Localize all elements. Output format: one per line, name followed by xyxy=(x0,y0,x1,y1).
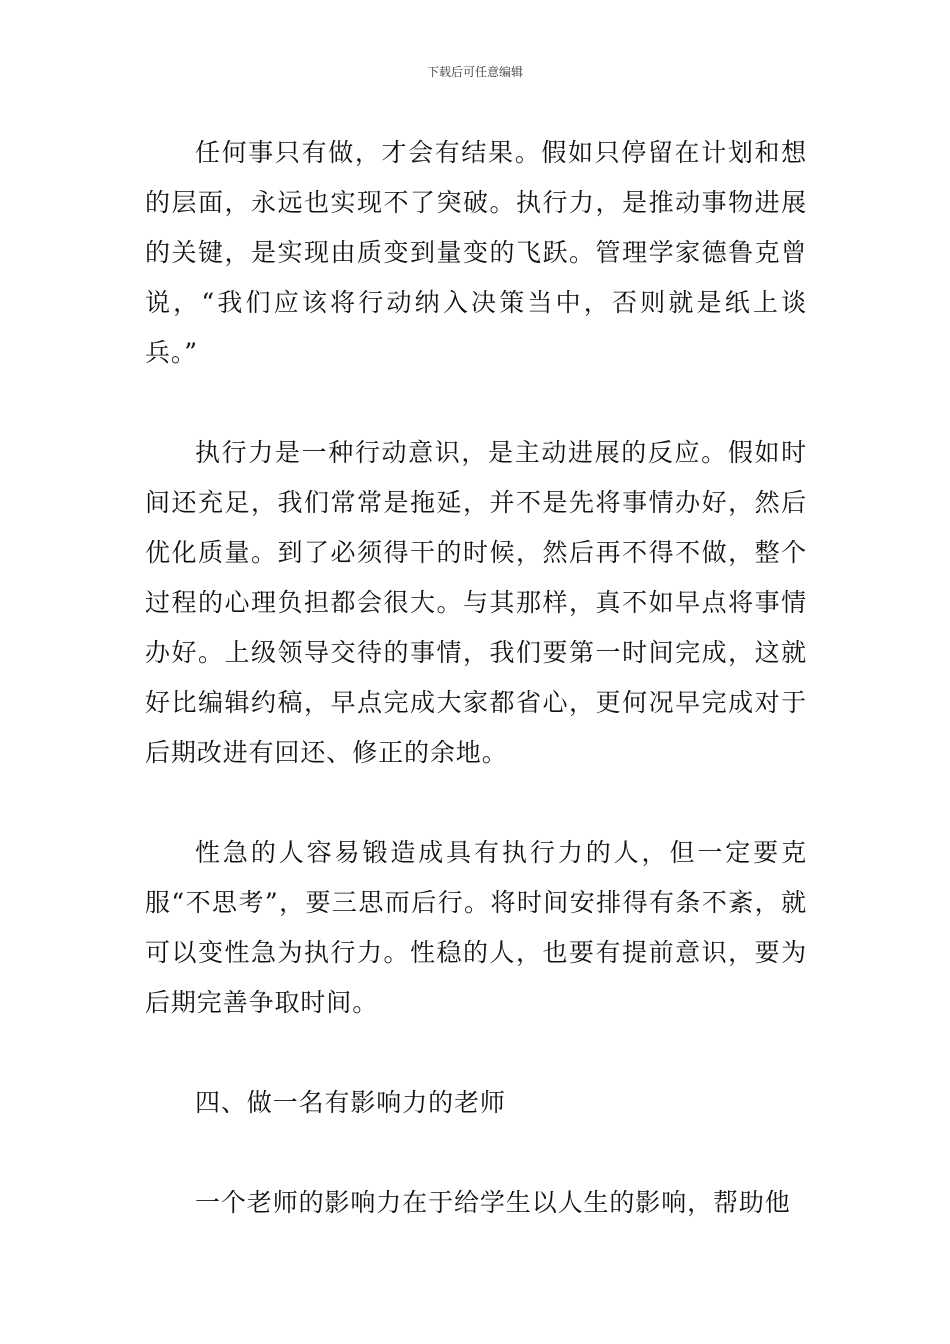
paragraph-spacer xyxy=(145,378,807,428)
paragraph-action-awareness: 执行力是一种行动意识，是主动进展的反应。假如时间还充足，我们常常是拖延，并不是先将事情办好，然后优化质量。到了必须得干的时候，然后再不得不做，整个过程的心理负担都会很大。与其那样，真不如早点将事情办好。上级领导交待的事情，我们要第一时间完成，这就好比编辑约稿，早点完成大家都省心，更何况早完成对于后期改进有回还、修正的余地。 xyxy=(145,438,807,767)
paragraph-teacher-influence: 一个老师的影响力在于给学生以人生的影响，帮助他 xyxy=(195,1188,791,1217)
paragraph-execution-results: 任何事只有做，才会有结果。假如只停留在计划和想的层面，永远也实现不了突破。执行力，是推动事物进展的关键，是实现由质变到量变的飞跃。管理学家德鲁克曾说，“我们应该将行动纳入决策当中，否则就是纸上谈兵。” xyxy=(145,138,807,367)
document-body xyxy=(145,128,807,1228)
paragraph-temperament: 性急的人容易锻造成具有执行力的人，但一定要克服“不思考”，要三思而后行。将时间安排得有条不紊，就可以变性急为执行力。性稳的人，也要有提前意识，要为后期完善争取时间。 xyxy=(145,838,807,1017)
page-header: 下载后可任意编辑 xyxy=(426,65,523,79)
paragraph-spacer xyxy=(145,778,807,828)
paragraph-spacer xyxy=(145,1028,807,1078)
paragraph-spacer xyxy=(145,1128,807,1178)
section-heading: 四、做一名有影响力的老师 xyxy=(195,1088,506,1117)
